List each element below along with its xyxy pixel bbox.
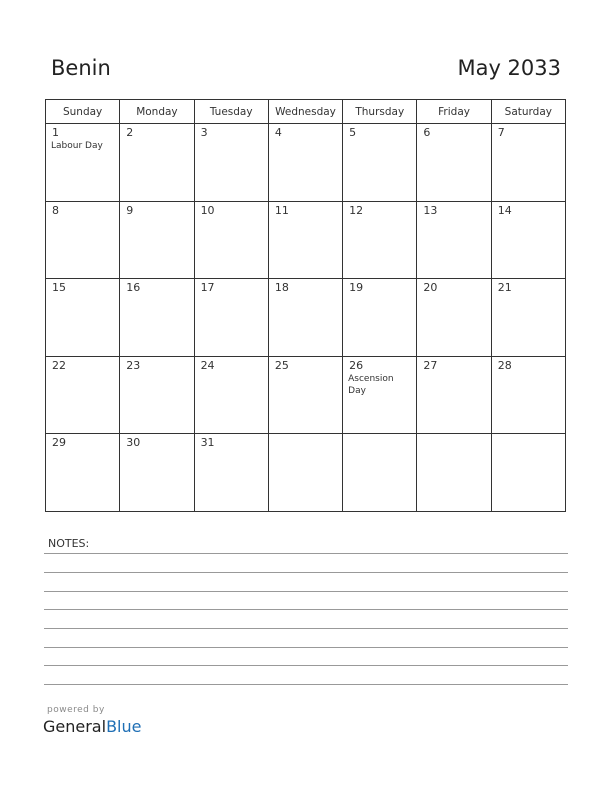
day-number: 31	[200, 436, 215, 450]
day-number: 4	[274, 126, 282, 139]
day-cell	[195, 124, 269, 202]
day-number: 21	[497, 281, 512, 295]
weekday-header: Monday	[120, 100, 194, 124]
day-number: 12	[349, 203, 364, 217]
day-number: 9	[126, 203, 134, 217]
day-cell	[195, 202, 269, 280]
day-number: 16	[126, 281, 141, 295]
day-cell	[492, 357, 566, 435]
day-cell	[269, 357, 343, 435]
day-number: 30	[126, 436, 141, 450]
day-cell	[417, 124, 491, 202]
notes-line	[44, 609, 568, 610]
day-cell	[120, 124, 194, 202]
day-cell	[46, 202, 120, 280]
day-cell	[269, 279, 343, 357]
day-number: 11	[274, 203, 289, 217]
weekday-header: Friday	[417, 100, 491, 124]
notes-line	[44, 647, 568, 648]
notes-line	[44, 665, 568, 666]
weekday-header: Tuesday	[195, 100, 269, 124]
day-cell	[417, 357, 491, 435]
day-cell	[492, 434, 566, 512]
day-cell	[269, 434, 343, 512]
day-number: 25	[274, 358, 289, 372]
day-number: 7	[497, 126, 505, 139]
day-cell	[120, 202, 194, 280]
brand-logo	[43, 717, 141, 736]
day-number: 1	[52, 126, 59, 139]
day-cell	[492, 202, 566, 280]
day-cell	[46, 434, 120, 512]
day-cell	[46, 124, 120, 202]
day-cell	[343, 202, 417, 280]
notes-line	[44, 572, 568, 573]
day-cell	[195, 279, 269, 357]
weekday-header: Saturday	[492, 100, 566, 124]
notes-line	[44, 684, 568, 685]
holiday-label: Ascension Day	[348, 373, 394, 396]
day-number: 15	[52, 281, 66, 295]
day-number: 29	[52, 436, 66, 450]
day-number: 5	[349, 126, 357, 139]
day-cell	[120, 434, 194, 512]
month-year-title: May 2033	[457, 56, 561, 80]
brand-blue: Blue	[106, 717, 142, 736]
notes-line	[44, 553, 568, 554]
day-cell	[417, 202, 491, 280]
day-number: 20	[423, 281, 438, 295]
brand-general: General	[43, 717, 107, 736]
country-title: Benin	[51, 56, 111, 80]
powered-by-text: powered by	[47, 705, 105, 715]
day-number: 8	[52, 203, 59, 217]
weekday-header: Wednesday	[269, 100, 343, 124]
day-number: 19	[349, 281, 364, 295]
day-cell	[120, 279, 194, 357]
day-cell	[120, 357, 194, 435]
day-number: 13	[423, 203, 438, 217]
day-cell	[269, 202, 343, 280]
day-cell	[343, 124, 417, 202]
notes-line	[44, 628, 568, 629]
day-cell	[343, 279, 417, 357]
calendar-grid	[45, 99, 566, 512]
day-cell	[492, 279, 566, 357]
day-number: 24	[200, 358, 215, 372]
day-number: 10	[200, 203, 215, 217]
day-number: 26	[349, 358, 364, 372]
day-number: 14	[497, 203, 512, 217]
notes-line	[44, 591, 568, 592]
day-cell	[195, 357, 269, 435]
day-number: 28	[497, 358, 512, 372]
weekday-header: Thursday	[343, 100, 417, 124]
weekday-header: Sunday	[46, 100, 120, 124]
day-cell	[46, 279, 120, 357]
holiday-label: Labour Day	[51, 141, 103, 151]
day-cell	[417, 434, 491, 512]
day-number: 23	[126, 358, 141, 372]
day-number: 22	[52, 358, 66, 372]
notes-label: NOTES:	[48, 537, 90, 550]
day-number: 2	[126, 126, 134, 139]
day-cell	[195, 434, 269, 512]
day-number: 3	[200, 126, 208, 139]
day-cell	[417, 279, 491, 357]
day-number: 27	[423, 358, 438, 372]
day-cell	[343, 434, 417, 512]
day-number: 17	[200, 281, 215, 295]
day-cell	[46, 357, 120, 435]
day-number: 18	[274, 281, 289, 295]
day-cell	[492, 124, 566, 202]
day-cell	[269, 124, 343, 202]
day-number: 6	[423, 126, 431, 139]
day-cell	[343, 357, 417, 435]
